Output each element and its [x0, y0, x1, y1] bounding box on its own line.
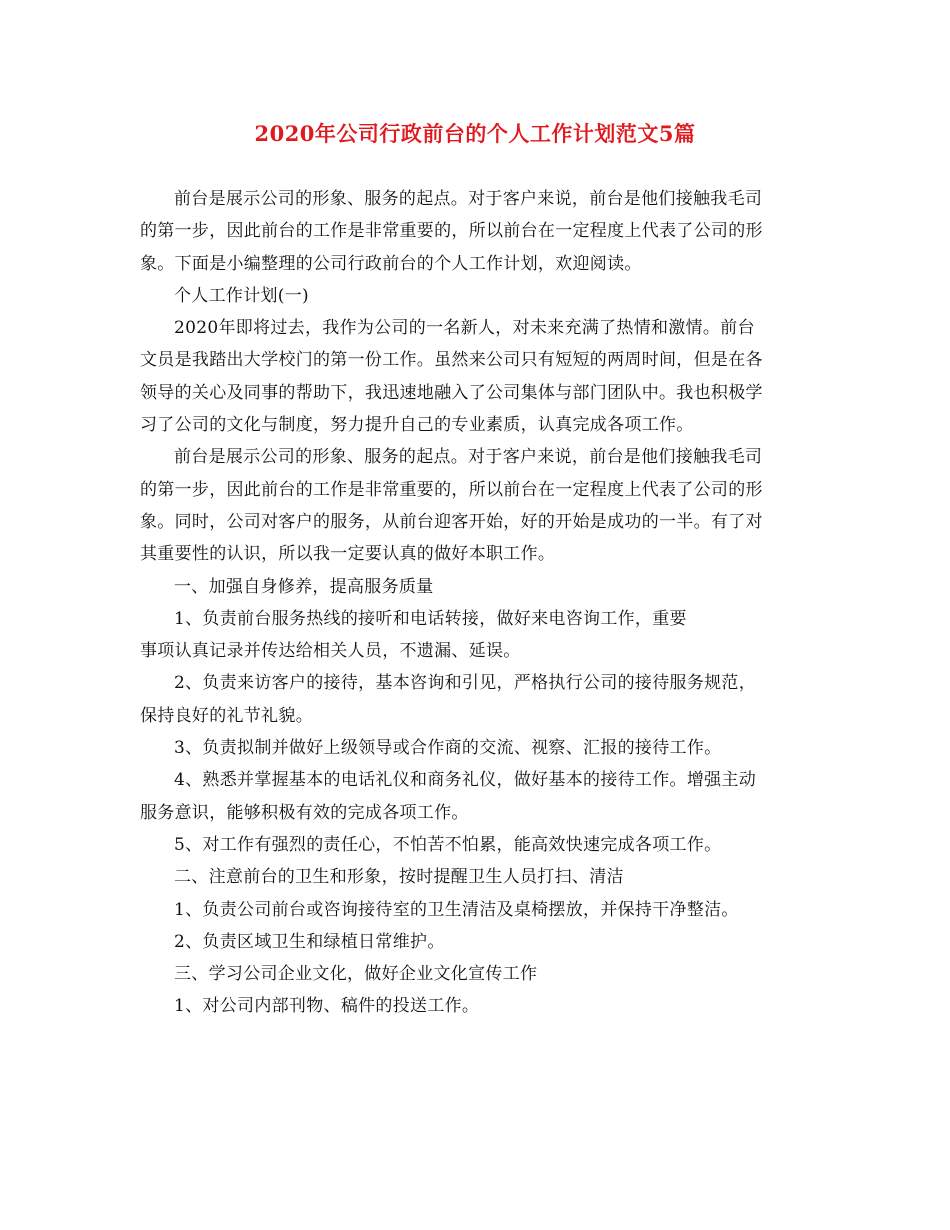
- paragraph-line: 的第一步，因此前台的工作是非常重要的，所以前台在一定程度上代表了公司的形: [140, 479, 763, 500]
- paragraph: [140, 829, 812, 861]
- paragraph: [140, 861, 812, 893]
- paragraph: [140, 312, 812, 441]
- paragraph-line: 5、对工作有强烈的责任心，不怕苦不怕累，能高效快速完成各项工作。: [174, 834, 722, 855]
- paragraph-line: 三、学习公司企业文化，做好企业文化宣传工作: [174, 964, 538, 985]
- paragraph-line: 2020年即将过去，我作为公司的一名新人，对未来充满了热情和激情。前台: [174, 318, 755, 339]
- document-title: 2020年公司行政前台的个人工作计划范文5篇: [254, 121, 696, 146]
- paragraph-line: 1、负责公司前台或咨询接待室的卫生清洁及桌椅摆放，并保持干净整洁。: [174, 899, 739, 920]
- paragraph-line: 事项认真记录并传达给相关人员，不遗漏、延误。: [140, 641, 521, 662]
- paragraph: [140, 280, 812, 312]
- paragraph: [140, 958, 812, 990]
- paragraph: [140, 635, 812, 667]
- paragraph-line: 前台是展示公司的形象、服务的起点。对于客户来说，前台是他们接触我毛司: [174, 189, 763, 209]
- paragraph-line: 服务意识，能够积极有效的完成各项工作。: [140, 802, 469, 823]
- paragraph-line: 前台是展示公司的形象、服务的起点。对于客户来说，前台是他们接触我毛司: [174, 447, 763, 468]
- paragraph-line: 二、注意前台的卫生和形象，按时提醒卫生人员打扫、清洁: [174, 867, 624, 888]
- paragraph-line: 文员是我踏出大学校门的第一份工作。虽然来公司只有短短的两周时间，但是在各: [140, 350, 763, 371]
- paragraph-line: 一、加强自身修养，提高服务质量: [174, 576, 434, 597]
- paragraph: [140, 732, 812, 764]
- paragraph-line: 习了公司的文化与制度，努力提升自己的专业素质，认真完成各项工作。: [140, 415, 694, 436]
- document-body: [140, 183, 812, 1023]
- paragraph-line: 领导的关心及同事的帮助下，我迅速地融入了公司集体与部门团队中。我也积极学: [140, 382, 763, 403]
- paragraph: [140, 764, 812, 829]
- paragraph: [140, 926, 812, 958]
- paragraph-line: 其重要性的认识，所以我一定要认真的做好本职工作。: [140, 544, 556, 565]
- paragraph-line: 个人工作计划(一): [174, 285, 309, 306]
- paragraph-line: 3、负责拟制并做好上级领导或合作商的交流、视察、汇报的接待工作。: [174, 738, 722, 759]
- paragraph: [140, 183, 812, 280]
- paragraph-line: 2、负责区域卫生和绿植日常维护。: [174, 931, 445, 952]
- paragraph: [140, 441, 812, 570]
- paragraph: [140, 667, 812, 732]
- paragraph-line: 2、负责来访客户的接待，基本咨询和引见，严格执行公司的接待服务规范，: [174, 673, 757, 694]
- paragraph: [140, 990, 812, 1022]
- paragraph: [140, 894, 812, 926]
- paragraph-line: 象。同时，公司对客户的服务，从前台迎客开始，好的开始是成功的一半。有了对: [140, 511, 763, 532]
- paragraph: [140, 603, 812, 635]
- paragraph-line: 的第一步，因此前台的工作是非常重要的，所以前台在一定程度上代表了公司的形: [140, 221, 763, 242]
- paragraph: [140, 571, 812, 603]
- paragraph-line: 保持良好的礼节礼貌。: [140, 705, 313, 726]
- paragraph-line: 1、负责前台服务热线的接听和电话转接，做好来电咨询工作，重要: [174, 608, 687, 629]
- paragraph-line: 4、熟悉并掌握基本的电话礼仪和商务礼仪，做好基本的接待工作。增强主动: [174, 770, 757, 791]
- paragraph-line: 1、对公司内部刊物、稿件的投送工作。: [174, 996, 480, 1017]
- paragraph-line: 象。下面是小编整理的公司行政前台的个人工作计划，欢迎阅读。: [140, 253, 642, 274]
